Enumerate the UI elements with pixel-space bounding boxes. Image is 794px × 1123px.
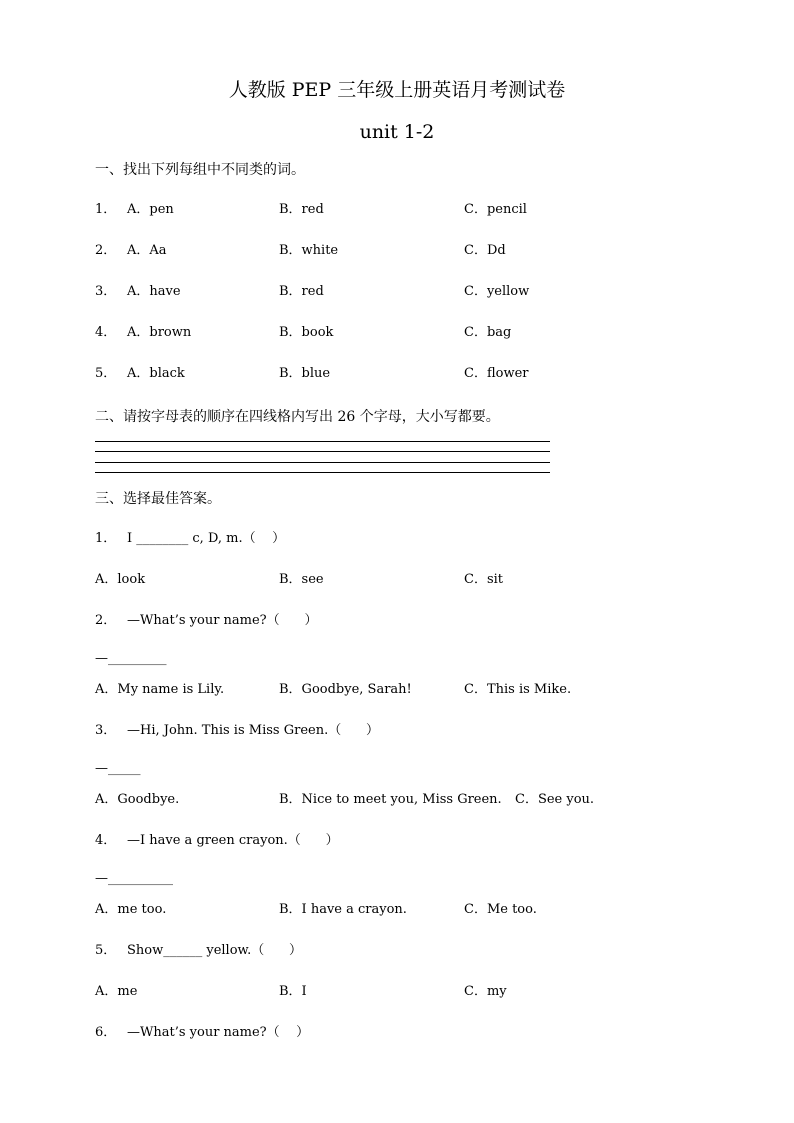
option-a: A．me too. (95, 902, 167, 917)
answer-blank[interactable]: —_________ (95, 651, 167, 666)
option-a: A．have (127, 284, 181, 299)
option-b: B．book (279, 325, 334, 340)
option-a: A．My name is Lily. (95, 682, 225, 697)
option-a: A．pen (127, 202, 174, 217)
option-c: C．bag (464, 325, 512, 340)
option-c: C．sit (464, 572, 504, 587)
option-b: B．Nice to meet you, Miss Green. (279, 792, 502, 807)
question-number: 4． (95, 833, 117, 848)
question-number: 4． (95, 325, 117, 340)
question-number: 3． (95, 284, 117, 299)
answer-blank[interactable]: —_____ (95, 761, 141, 776)
question-number: 5． (95, 366, 117, 381)
option-c: C．Dd (464, 243, 506, 258)
four-line-grid[interactable] (95, 441, 550, 475)
option-c: C．flower (464, 366, 529, 381)
question-number: 5． (95, 943, 117, 958)
question-number: 1． (95, 202, 117, 217)
option-b: B．see (279, 572, 324, 587)
option-b: B．white (279, 243, 339, 258)
option-c: C．Me too. (464, 902, 537, 917)
question-number: 1． (95, 531, 117, 546)
section3-heading: 三、选择最佳答案。 (95, 491, 221, 507)
question-number: 2． (95, 613, 117, 628)
option-c: C．This is Mike. (464, 682, 572, 697)
question-text: —I have a green crayon.（ ） (127, 833, 339, 848)
option-b: B．I have a crayon. (279, 902, 407, 917)
option-b: B．I (279, 984, 307, 999)
option-a: A．brown (127, 325, 192, 340)
question-number: 2． (95, 243, 117, 258)
option-a: A．Goodbye. (95, 792, 180, 807)
grid-line (95, 472, 550, 473)
grid-line (95, 451, 550, 452)
option-b: B．blue (279, 366, 331, 381)
question-text: I ________ c, D, m.（ ） (127, 531, 286, 546)
option-b: B．red (279, 202, 324, 217)
question-text: —Hi, John. This is Miss Green.（ ） (127, 723, 380, 738)
question-text: Show______ yellow.（ ） (127, 943, 303, 958)
option-a: A．Aa (127, 243, 167, 258)
question-text: —What’s your name?（ ） (127, 613, 318, 628)
section1-heading: 一、找出下列每组中不同类的词。 (95, 162, 305, 178)
question-text: —What’s your name?（ ） (127, 1025, 310, 1040)
option-a: A．black (127, 366, 185, 381)
question-number: 6． (95, 1025, 117, 1040)
option-a: A．look (95, 572, 146, 587)
option-c: C．yellow (464, 284, 530, 299)
section2-heading: 二、请按字母表的顺序在四线格内写出 26 个字母，大小写都要。 (95, 409, 500, 425)
grid-line (95, 462, 550, 463)
answer-blank[interactable]: —__________ (95, 871, 173, 886)
question-number: 3． (95, 723, 117, 738)
option-a: A．me (95, 984, 138, 999)
page-subtitle: unit 1-2 (359, 121, 435, 143)
option-b: B．Goodbye, Sarah! (279, 682, 412, 697)
grid-line (95, 441, 550, 442)
option-c: C．See you. (515, 792, 595, 807)
page-title: 人教版 PEP 三年级上册英语月考测试卷 (228, 79, 566, 101)
option-c: C．my (464, 984, 507, 999)
option-b: B．red (279, 284, 324, 299)
option-c: C．pencil (464, 202, 527, 217)
